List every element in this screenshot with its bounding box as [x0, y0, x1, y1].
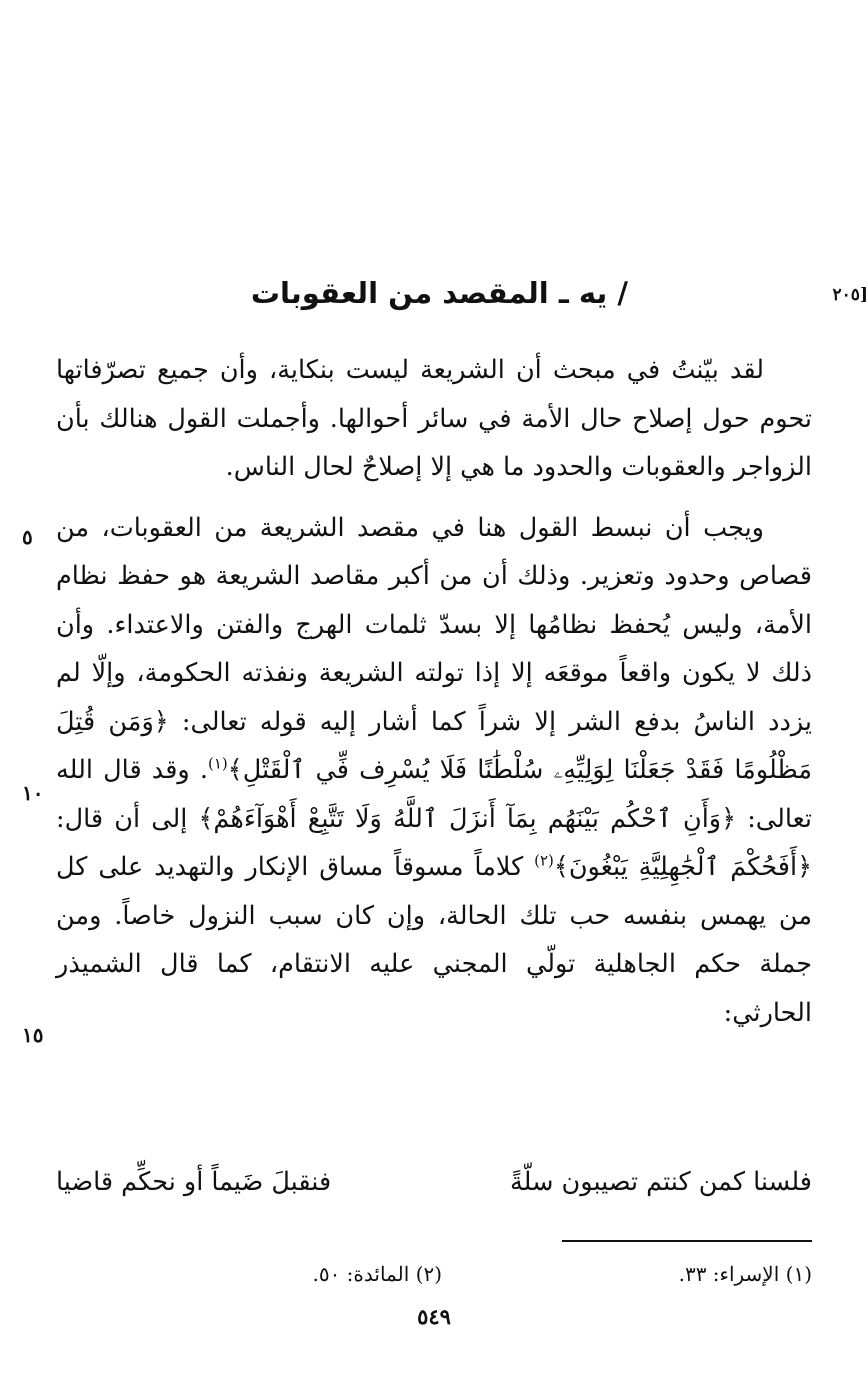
paragraph-2	[56, 504, 812, 1038]
page-number: ٥٤٩	[417, 1304, 451, 1329]
verse-second-hemistich: فنقبلَ ضَيماً أو نحكِّم قاضيا	[56, 1167, 332, 1197]
footnote-divider	[562, 1240, 812, 1242]
poetry-verse	[56, 1158, 812, 1206]
paragraph-2-text-a: ويجب أن نبسط القول هنا في مقصد الشريعة من العقوبات، من قصاص وحدود وتعزير. وذلك أن من أكبر مقاصد الشريعة هو حفظ نظام الأمة، وليس يُحفظ نظامُها إلا بسدّ ثلمات الهرج والفتن والاعتداء. وأن ذلك لا يكون واقعاً موقعَه إلا إذا تولته الشريعة ونفذته الحكومة، وإلّا لم يزدد الناسُ بدفع الشر إلا شراً كما أشار إليه قوله تعالى:	[56, 512, 812, 737]
footnote-ref-1: (١)	[207, 754, 228, 773]
verse-first-hemistich: فلسنا كمن كنتم تصيبون سلّةً	[509, 1167, 812, 1197]
paragraph-2-text-b: . وقد قال الله تعالى:	[56, 755, 813, 834]
footnote-2: (٢) المائدة: ٥٠.	[312, 1262, 442, 1286]
section-heading: / يه ـ المقصد من العقوبات	[250, 276, 628, 310]
line-number-15: ١٥	[22, 1023, 44, 1047]
paragraph-2-text-d: كلاماً مسوقاً مساق الإنكار والتهديد على كل من يهمس بنفسه حب تلك الحالة، وإن كان سبب النزول خاصاً. ومن جملة حكم الجاهلية تولّي المجني عليه الانتقام، كما قال الشميذر الحارثي:	[56, 852, 812, 1028]
quran-verse-2: ﴿وَأَنِ ٱحْكُم بَيْنَهُم بِمَآ أَنزَلَ ٱللَّهُ وَلَا تَتَّبِعْ أَهْوَآءَهُمْ﴾	[198, 803, 737, 834]
line-number-5: ٥	[22, 525, 33, 549]
footnote-ref-2: (٢)	[534, 851, 554, 870]
footnote-1: (١) الإسراء: ٣٣.	[678, 1262, 812, 1286]
body-text	[56, 346, 812, 1037]
paragraph-1: لقد بيّنتُ في مبحث أن الشريعة ليست بنكاية، وأن جميع تصرّفاتها تحوم حول إصلاح حال الأمة في سائر أحوالها. وأجملت القول هنالك بأن الزواجر والعقوبات والحدود ما هي إلا إصلاحٌ لحال الناس.	[56, 355, 812, 482]
paragraph-2-text-c: إلى أن قال:	[56, 803, 199, 834]
quran-verse-1: ﴿وَمَن قُتِلَ مَظْلُومًا فَقَدْ جَعَلْنَا لِوَلِيِّهِۦ سُلْطَٰنًا فَلَا يُسْرِف فِّي ٱلْقَتْلِ﴾	[56, 706, 812, 785]
margin-reference: [٢٠٥	[832, 285, 868, 305]
line-number-10: ١٠	[22, 781, 44, 805]
quran-verse-3: ﴿أَفَحُكْمَ ٱلْجَٰهِلِيَّةِ يَبْغُونَ﴾	[553, 852, 813, 882]
